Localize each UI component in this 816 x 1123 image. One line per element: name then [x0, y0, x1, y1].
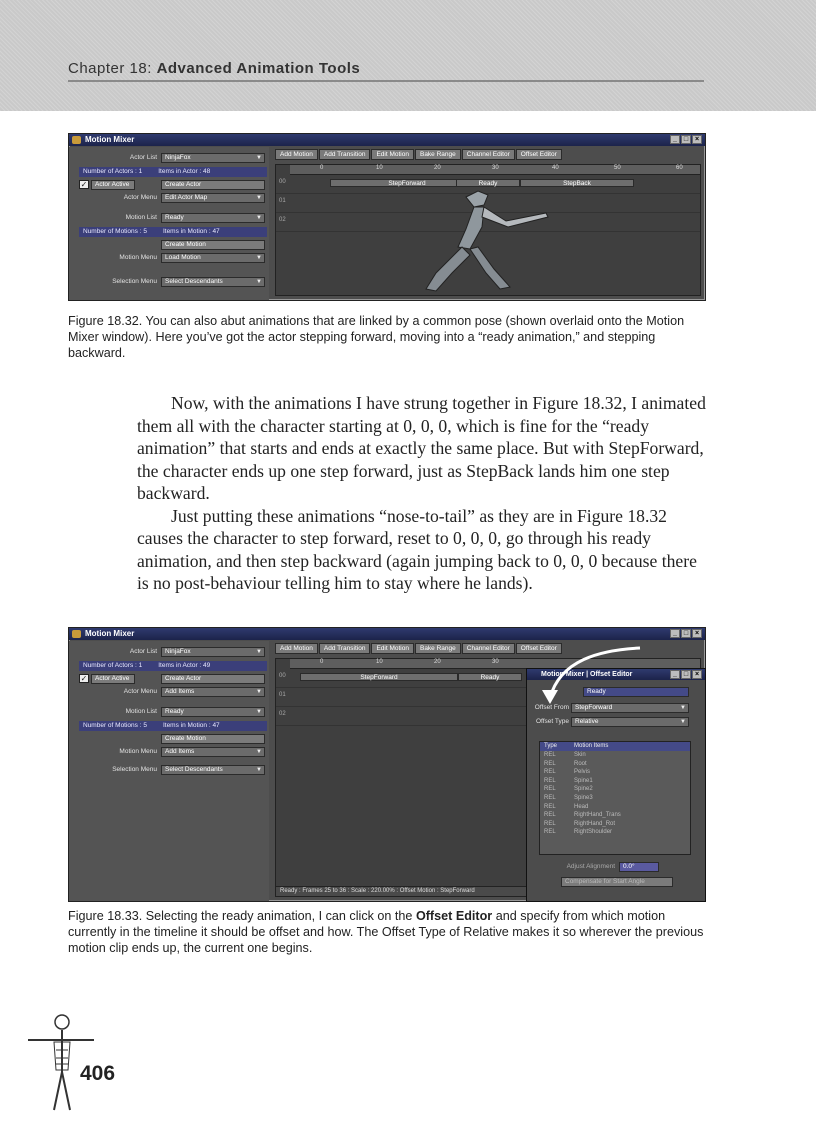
- item-name: Spine3: [574, 794, 593, 801]
- actor-list-label: Actor List: [129, 648, 157, 655]
- offset-from-value: StepForward: [575, 704, 613, 711]
- left-panel: [69, 147, 269, 300]
- offset-editor-button[interactable]: Offset Editor: [516, 149, 562, 160]
- track-number: 00: [279, 673, 286, 679]
- actors-info-bar: [79, 167, 267, 177]
- list-item[interactable]: [540, 768, 690, 777]
- paragraph: Now, with the animations I have strung together in Figure 18.32, I animated them all with the character starting at 0, 0, 0, which is fine for the “ready animation” that starts and ends at exactly the same place. But with StepForward, the character ends up one step forward, just as StepBack lands him one step backward.: [137, 393, 706, 503]
- chevron-down-icon: ▼: [256, 649, 262, 655]
- timeline-ruler: [290, 165, 700, 175]
- close-button[interactable]: ×: [692, 670, 702, 679]
- actor-menu-value: Add Items: [165, 688, 195, 695]
- current-motion-label: Ready: [583, 687, 689, 697]
- list-item[interactable]: [540, 760, 690, 769]
- actor-list-select[interactable]: [161, 153, 265, 163]
- ruler-tick: 30: [492, 165, 499, 171]
- motion-list-label: Motion List: [125, 214, 157, 221]
- actor-list-select[interactable]: [161, 647, 265, 657]
- caption-text: and specify from which motion currently in the timeline it should be offset and how. The Offset Type of Relative makes it so wherever the previous motion clip ends up, the current one begins.: [68, 909, 704, 955]
- body-text: [137, 392, 711, 595]
- actor-active-button[interactable]: Actor Active: [91, 674, 135, 684]
- clip-stepback[interactable]: StepBack: [520, 179, 634, 187]
- motion-items-column-header: Motion Items: [574, 743, 609, 749]
- window-title-bar: [69, 628, 705, 640]
- list-item[interactable]: [540, 820, 690, 829]
- item-type: REL: [544, 829, 556, 836]
- clip-stepforward[interactable]: StepForward: [300, 673, 458, 681]
- actor-active-checkbox[interactable]: ✓: [80, 674, 88, 683]
- number-of-actors: Number of Actors : 1: [83, 168, 143, 175]
- chevron-down-icon: ▼: [256, 195, 262, 201]
- add-motion-button[interactable]: Add Motion: [275, 149, 318, 160]
- page-number: 406: [80, 1062, 116, 1085]
- item-type: REL: [544, 777, 556, 784]
- number-of-motions: Number of Motions : 5: [83, 722, 147, 729]
- item-type: REL: [544, 786, 556, 793]
- clip-ready[interactable]: Ready: [456, 179, 520, 187]
- track-number: 00: [279, 179, 286, 185]
- item-type: REL: [544, 820, 556, 827]
- add-transition-button[interactable]: Add Transition: [319, 149, 371, 160]
- item-type: REL: [544, 803, 556, 810]
- offset-from-label: Offset From: [534, 704, 569, 711]
- minimize-button[interactable]: _: [670, 670, 680, 679]
- compensate-start-angle-button[interactable]: Compensate for Start Angle: [561, 877, 673, 887]
- list-item[interactable]: [540, 828, 690, 837]
- actor-active-checkbox[interactable]: ✓: [80, 180, 88, 189]
- bake-range-button[interactable]: Bake Range: [415, 149, 461, 160]
- create-actor-button[interactable]: Create Actor: [161, 180, 265, 190]
- edit-motion-button[interactable]: Edit Motion: [371, 149, 414, 160]
- figure-18-33-caption: [68, 908, 708, 956]
- timeline[interactable]: [275, 164, 701, 296]
- offset-type-label: Offset Type: [535, 718, 569, 725]
- offset-type-select[interactable]: [571, 717, 689, 727]
- chevron-down-icon: ▼: [256, 767, 262, 773]
- app-logo-icon: [72, 136, 81, 144]
- list-header: [540, 742, 690, 751]
- chevron-down-icon: ▼: [680, 705, 686, 711]
- bake-range-button[interactable]: Bake Range: [415, 643, 461, 654]
- left-panel: [69, 641, 269, 901]
- offset-editor-button[interactable]: Offset Editor: [516, 643, 562, 654]
- channel-editor-button[interactable]: Channel Editor: [462, 149, 515, 160]
- ruler-tick: 50: [614, 165, 621, 171]
- selection-menu-label: Selection Menu: [112, 278, 157, 285]
- chevron-down-icon: ▼: [256, 155, 262, 161]
- item-type: REL: [544, 794, 556, 801]
- caption-text: Figure 18.33. Selecting the ready animation, I can click on the: [68, 909, 416, 923]
- item-name: Pelvis: [574, 769, 591, 776]
- motion-list-label: Motion List: [125, 708, 157, 715]
- edit-motion-button[interactable]: Edit Motion: [371, 643, 414, 654]
- item-type: REL: [544, 752, 556, 758]
- motion-menu-value: Load Motion: [165, 254, 201, 261]
- motion-items-list[interactable]: [539, 741, 691, 855]
- figure-18-32-caption: Figure 18.32. You can also abut animations that are linked by a common pose (shown overlaid onto the Motion Mixer window). Here you’ve got the actor stepping forward, moving into a “ready animation,” and stepping backward.: [68, 314, 685, 360]
- close-button[interactable]: ×: [692, 135, 702, 144]
- minimize-button[interactable]: _: [670, 629, 680, 638]
- timeline-toolbar: [275, 149, 562, 160]
- number-of-motions: Number of Motions : 5: [83, 228, 147, 235]
- item-name: Head: [574, 803, 589, 810]
- window-title: Motion Mixer: [85, 629, 135, 638]
- close-button[interactable]: ×: [692, 629, 702, 638]
- actor-active-button[interactable]: Actor Active: [91, 180, 135, 190]
- create-motion-button[interactable]: Create Motion: [161, 240, 265, 250]
- timeline-toolbar: [275, 643, 562, 654]
- adjust-alignment-input[interactable]: 0.0°: [619, 862, 659, 872]
- clip-ready[interactable]: Ready: [458, 673, 522, 681]
- adjust-alignment-label: Adjust Alignment: [566, 863, 615, 870]
- header-rule: [68, 80, 704, 82]
- motion-menu-label: Motion Menu: [119, 254, 157, 261]
- track-number: 01: [279, 692, 286, 698]
- actor-list-value: NinjaFox: [165, 154, 191, 161]
- list-item[interactable]: [540, 811, 690, 820]
- motions-info-bar: [79, 227, 267, 237]
- maximize-button[interactable]: □: [681, 629, 691, 638]
- item-name: Root: [574, 760, 587, 767]
- motion-menu-label: Motion Menu: [119, 748, 157, 755]
- minimize-button[interactable]: _: [670, 135, 680, 144]
- ruler-tick: 20: [434, 659, 441, 665]
- actor-menu-label: Actor Menu: [123, 688, 157, 695]
- chevron-down-icon: ▼: [680, 719, 686, 725]
- type-column-header: Type: [544, 743, 558, 749]
- window-controls: [670, 135, 702, 144]
- create-motion-button[interactable]: Create Motion: [161, 734, 265, 744]
- items-in-motion: Items in Motion : 47: [162, 722, 220, 729]
- item-name: RightShoulder: [574, 829, 613, 836]
- item-type: REL: [544, 760, 556, 767]
- actor-list-label: Actor List: [129, 154, 157, 161]
- clip-stepforward[interactable]: StepForward: [330, 179, 484, 187]
- selection-menu-select[interactable]: [161, 765, 265, 775]
- actor-menu-select[interactable]: [161, 687, 265, 697]
- channel-editor-button[interactable]: Channel Editor: [462, 643, 515, 654]
- add-motion-button[interactable]: Add Motion: [275, 643, 318, 654]
- motion-list-select[interactable]: [161, 707, 265, 717]
- add-transition-button[interactable]: Add Transition: [319, 643, 371, 654]
- chevron-down-icon: ▼: [256, 279, 262, 285]
- list-item[interactable]: [540, 777, 690, 786]
- window-title: Motion Mixer: [85, 135, 135, 144]
- chevron-down-icon: ▼: [256, 255, 262, 261]
- list-item[interactable]: [540, 794, 690, 803]
- paragraph: Just putting these animations “nose-to-tail” as they are in Figure 18.32 causes the character to step forward, reset to 0, 0, 0, go through his ready animation, and then step backward (again jumping back to 0, 0, 0 because there is no post-behaviour telling him to stay where he lands).: [137, 505, 697, 593]
- actor-menu-label: Actor Menu: [123, 194, 157, 201]
- ruler-tick: 40: [552, 165, 559, 171]
- items-in-actor: Items in Actor : 48: [158, 168, 211, 175]
- app-logo-icon: [72, 630, 81, 638]
- track-number: 02: [279, 217, 286, 223]
- motion-list-select[interactable]: [161, 213, 265, 223]
- item-type: REL: [544, 812, 556, 819]
- offset-type-value: Relative: [575, 718, 599, 725]
- motion-list-value: Ready: [165, 708, 184, 715]
- motion-menu-value: Add Items: [165, 748, 195, 755]
- chevron-down-icon: ▼: [256, 689, 262, 695]
- chevron-down-icon: ▼: [256, 749, 262, 755]
- actor-pose-illustration: [396, 177, 556, 297]
- actors-info-bar: [79, 661, 267, 671]
- items-in-actor: Items in Actor : 49: [158, 662, 211, 669]
- list-item[interactable]: [540, 785, 690, 794]
- selection-menu-value: Select Descendants: [165, 766, 223, 773]
- caption-bold-text: Offset Editor: [415, 909, 493, 923]
- ruler-tick: 20: [434, 165, 441, 171]
- actor-menu-value: Edit Actor Map: [165, 194, 208, 201]
- ruler-tick: 0: [320, 659, 324, 665]
- item-name: RightHand_Rot: [574, 820, 616, 827]
- chapter-heading: [68, 60, 360, 77]
- item-name: Skin: [574, 752, 586, 758]
- maximize-button[interactable]: □: [681, 670, 691, 679]
- number-of-actors: Number of Actors : 1: [83, 662, 143, 669]
- chevron-down-icon: ▼: [256, 215, 262, 221]
- motion-menu-select[interactable]: [161, 747, 265, 757]
- list-item[interactable]: [540, 751, 690, 760]
- selection-menu-value: Select Descendants: [165, 278, 223, 285]
- ruler-tick: 0: [320, 165, 324, 171]
- window-controls: [670, 629, 702, 638]
- item-type: REL: [544, 769, 556, 776]
- item-name: RightHand_Trans: [574, 812, 621, 819]
- track-number: 01: [279, 198, 286, 204]
- actor-list-value: NinjaFox: [165, 648, 191, 655]
- ruler-tick: 30: [492, 659, 499, 665]
- item-name: Spine1: [574, 777, 593, 784]
- maximize-button[interactable]: □: [681, 135, 691, 144]
- list-item[interactable]: [540, 803, 690, 812]
- items-in-motion: Items in Motion : 47: [162, 228, 220, 235]
- offset-editor-title: Motion Mixer | Offset Editor: [541, 671, 633, 678]
- motion-list-value: Ready: [165, 214, 184, 221]
- chevron-down-icon: ▼: [256, 709, 262, 715]
- callout-arrow-icon: [520, 640, 650, 710]
- item-name: Spine2: [574, 786, 593, 793]
- timeline-status-bar: Ready : Frames 25 to 36 : Scale : 220.00% : Offset Motion : StepForward: [276, 886, 700, 896]
- chapter-prefix: Chapter 18:: [68, 60, 152, 77]
- window-controls: [670, 670, 702, 679]
- figure-18-32-motion-mixer: [68, 133, 706, 301]
- motions-info-bar: [79, 721, 267, 731]
- motion-menu-select[interactable]: [161, 253, 265, 263]
- selection-menu-select[interactable]: [161, 277, 265, 287]
- selection-menu-label: Selection Menu: [112, 766, 157, 773]
- window-title-bar: [69, 134, 705, 146]
- ruler-tick: 10: [376, 165, 383, 171]
- header-band: [0, 0, 816, 111]
- actor-menu-select[interactable]: [161, 193, 265, 203]
- create-actor-button[interactable]: Create Actor: [161, 674, 265, 684]
- chapter-title: Advanced Animation Tools: [156, 60, 361, 77]
- ruler-tick: 10: [376, 659, 383, 665]
- ruler-tick: 60: [676, 165, 683, 171]
- track-number: 02: [279, 711, 286, 717]
